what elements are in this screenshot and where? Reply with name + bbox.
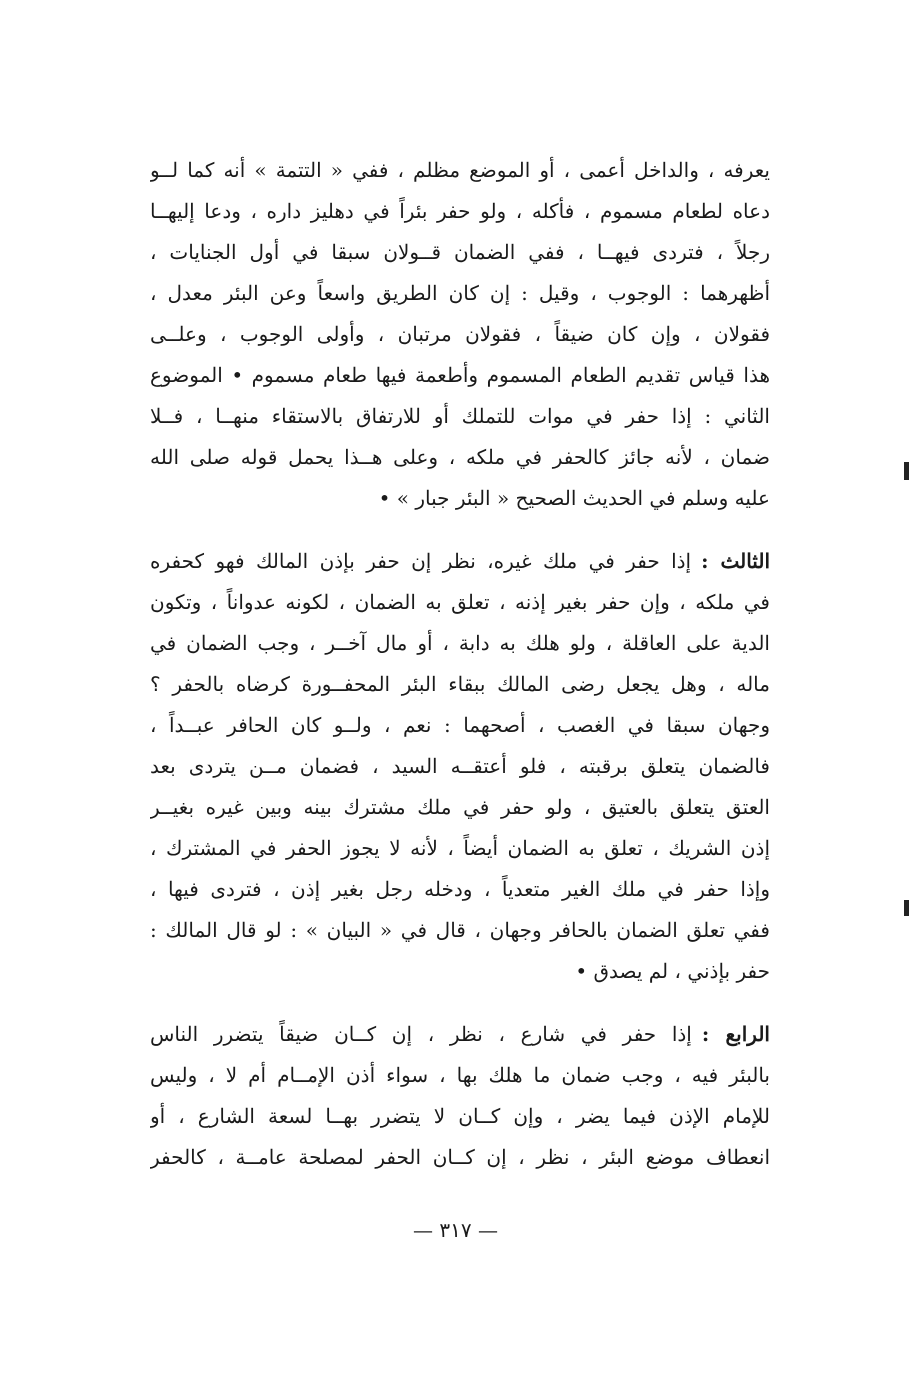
text-line-with-heading: [150, 541, 770, 582]
text-line: حفر بإذني ، لم يصدق •: [575, 959, 770, 983]
text-line: إذا حفر في شارع ، نظر ، إن كــان ضيقاً يتضرر الناس: [150, 1022, 692, 1046]
text-line: إذا حفر في ملك غيره، نظر إن حفر بإذن المالك فهو كحفره: [150, 549, 692, 573]
text-line: وجهان سبقا في الغصب ، أصحهما : نعم ، ولــو كان الحافر عبــداً ،: [150, 713, 770, 737]
paragraph-1: [150, 150, 770, 519]
text-line: فالضمان يتعلق برقبته ، فلو أعتقــه السيد ، فضمان مــن يتردى بعد: [150, 754, 770, 778]
section-heading: الثالث :: [701, 549, 770, 573]
text-line: في ملكه ، وإن حفر بغير إذنه ، تعلق به الضمان ، لكونه عدواناً ، وتكون: [150, 590, 770, 614]
text-line: ففي تعلق الضمان بالحافر وجهان ، قال في « البيان » : لو قال المالك :: [150, 918, 770, 942]
text-line: أظهرهما : الوجوب ، وقيل : إن كان الطريق واسعاً وعن البئر معدل ،: [150, 281, 770, 305]
text-line: دعاه لطعام مسموم ، فأكله ، ولو حفر بئراً في دهليز داره ، ودعا إليهــا: [150, 199, 770, 223]
text-line: للإمام الإذن فيما يضر ، وإن كــان لا يتضرر بهــا لسعة الشارع ، أو: [150, 1104, 770, 1128]
text-line: ماله ، وهل يجعل رضى المالك ببقاء البئر المحفــورة كرضاه بالحفر ؟: [150, 672, 770, 696]
section-heading: الرابع :: [701, 1022, 770, 1046]
text-line: الدية على العاقلة ، ولو هلك به دابة ، أو مال آخــر ، وجب الضمان في: [150, 631, 770, 655]
page-number: — ٣١٧ —: [413, 1218, 498, 1242]
text-line-with-heading: [150, 1014, 770, 1055]
text-line: وإذا حفر في ملك الغير متعدياً ، ودخله رجل بغير إذن ، فتردى فيها ،: [150, 877, 770, 901]
text-line: رجلاً ، فتردى فيهــا ، ففي الضمان قــولان سبقا في أول الجنايات ،: [150, 240, 770, 264]
text-line: انعطاف موضع البئر ، نظر ، إن كــان الحفر لمصلحة عامــة ، كالحفر: [150, 1145, 770, 1169]
page-body: [150, 150, 770, 1200]
text-line: الثاني : إذا حفر في موات للتملك أو للارتفاق بالاستقاء منهــا ، فــلا: [150, 404, 770, 428]
text-line: عليه وسلم في الحديث الصحيح « البئر جبار » •: [378, 486, 770, 510]
text-line: بالبئر فيه ، وجب ضمان ما هلك بها ، سواء أذن الإمــام أم لا ، وليس: [150, 1063, 770, 1087]
paragraph-2: [150, 541, 770, 992]
text-line: فقولان ، وإن كان ضيقاً ، فقولان مرتبان ، وأولى الوجوب ، وعلــى: [150, 322, 770, 346]
paragraph-3: [150, 1014, 770, 1178]
scan-edge-mark: [904, 462, 909, 480]
scan-edge-mark: [904, 900, 909, 916]
text-line: هذا قياس تقديم الطعام المسموم وأطعمة فيها طعام مسموم • الموضوع: [150, 363, 770, 387]
text-line: إذن الشريك ، تعلق به الضمان أيضاً ، لأنه لا يجوز الحفر في المشترك ،: [150, 836, 770, 860]
text-line: ضمان ، لأنه جائز كالحفر في ملكه ، وعلى هــذا يحمل قوله صلى الله: [150, 445, 770, 469]
text-line: العتق يتعلق بالعتيق ، ولو حفر في ملك مشترك بينه وبين غيره بغيــر: [150, 795, 770, 819]
text-line: يعرفه ، والداخل أعمى ، أو الموضع مظلم ، ففي « التتمة » أنه كما لــو: [150, 158, 770, 182]
